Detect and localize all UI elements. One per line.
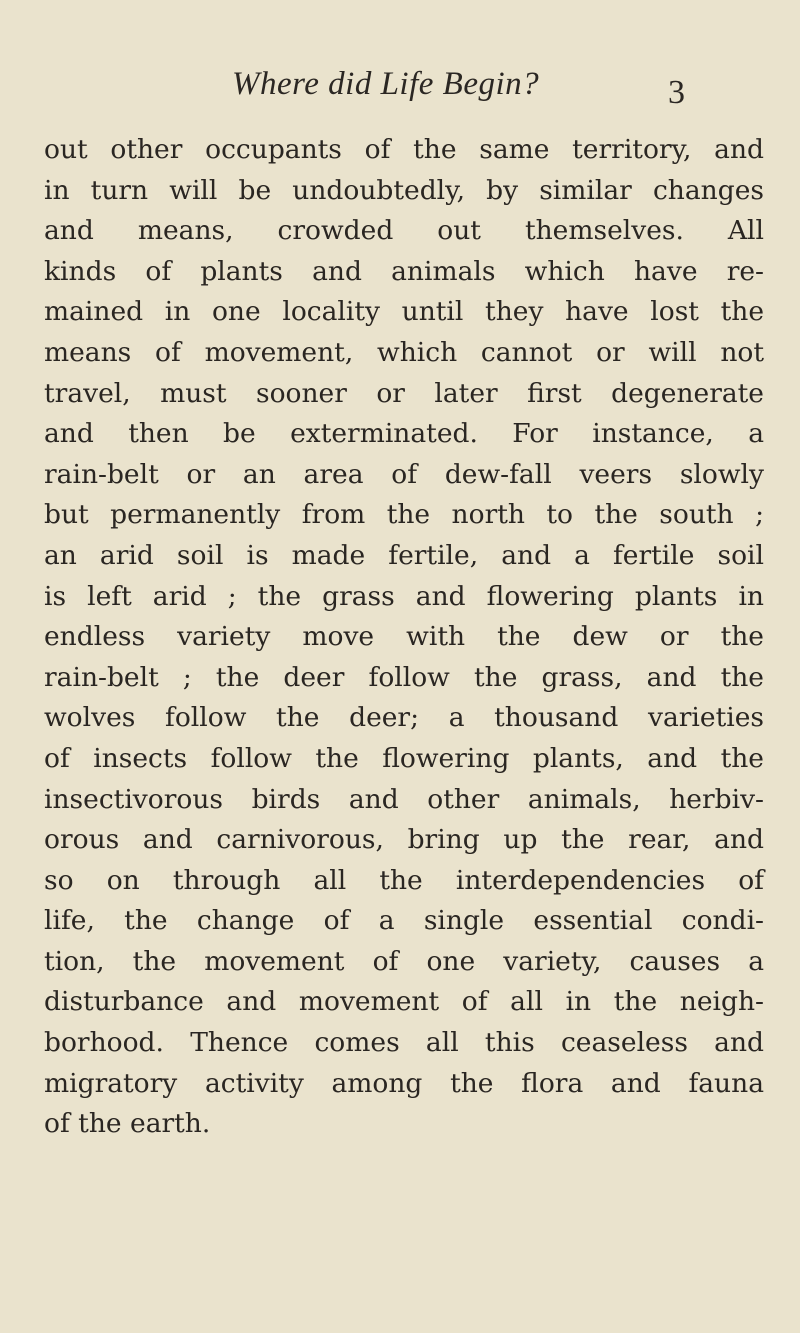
page-number: 3	[668, 74, 685, 111]
text-line: and then be exterminated. For instance, a	[44, 418, 764, 450]
text-line: means of movement, which cannot or will not	[44, 336, 764, 368]
text-line: an arid soil is made fertile, and a fertile soil	[44, 539, 764, 571]
text-line: wolves follow the deer; a thousand varieties	[44, 702, 764, 734]
text-line: out other occupants of the same territory, and	[44, 134, 764, 165]
text-line: kinds of plants and animals which have re-	[44, 255, 764, 287]
text-line: tion, the movement of one variety, causes a	[44, 945, 764, 977]
text-line: migratory activity among the flora and fauna	[44, 1067, 764, 1099]
text-line: but permanently from the north to the south ;	[44, 499, 764, 531]
text-line: insectivorous birds and other animals, herbiv-	[44, 783, 764, 815]
text-line: orous and carnivorous, bring up the rear, and	[44, 824, 764, 856]
text-line: in turn will be undoubtedly, by similar changes	[44, 174, 764, 206]
text-line: travel, must sooner or later first degenerate	[44, 377, 764, 409]
text-line: disturbance and movement of all in the neigh-	[44, 986, 764, 1018]
text-line: and means, crowded out themselves. All	[44, 215, 764, 247]
running-head-title: Where did Life Begin?	[232, 66, 540, 102]
text-line: of insects follow the flowering plants, and the	[44, 742, 764, 774]
text-line: rain-belt or an area of dew-fall veers slowly	[44, 458, 764, 490]
body-paragraph	[44, 130, 764, 1145]
text-line: is left arid ; the grass and flowering plants in	[44, 580, 764, 612]
text-line: rain-belt ; the deer follow the grass, and the	[44, 661, 764, 693]
text-line: life, the change of a single essential condi-	[44, 905, 764, 937]
text-line: so on through all the interdependencies of	[44, 864, 764, 896]
text-line: mained in one locality until they have lost the	[44, 296, 764, 328]
text-line: endless variety move with the dew or the	[44, 621, 764, 653]
text-line: of the earth.	[44, 1108, 211, 1140]
text-line: borhood. Thence comes all this ceaseless and	[44, 1027, 764, 1059]
